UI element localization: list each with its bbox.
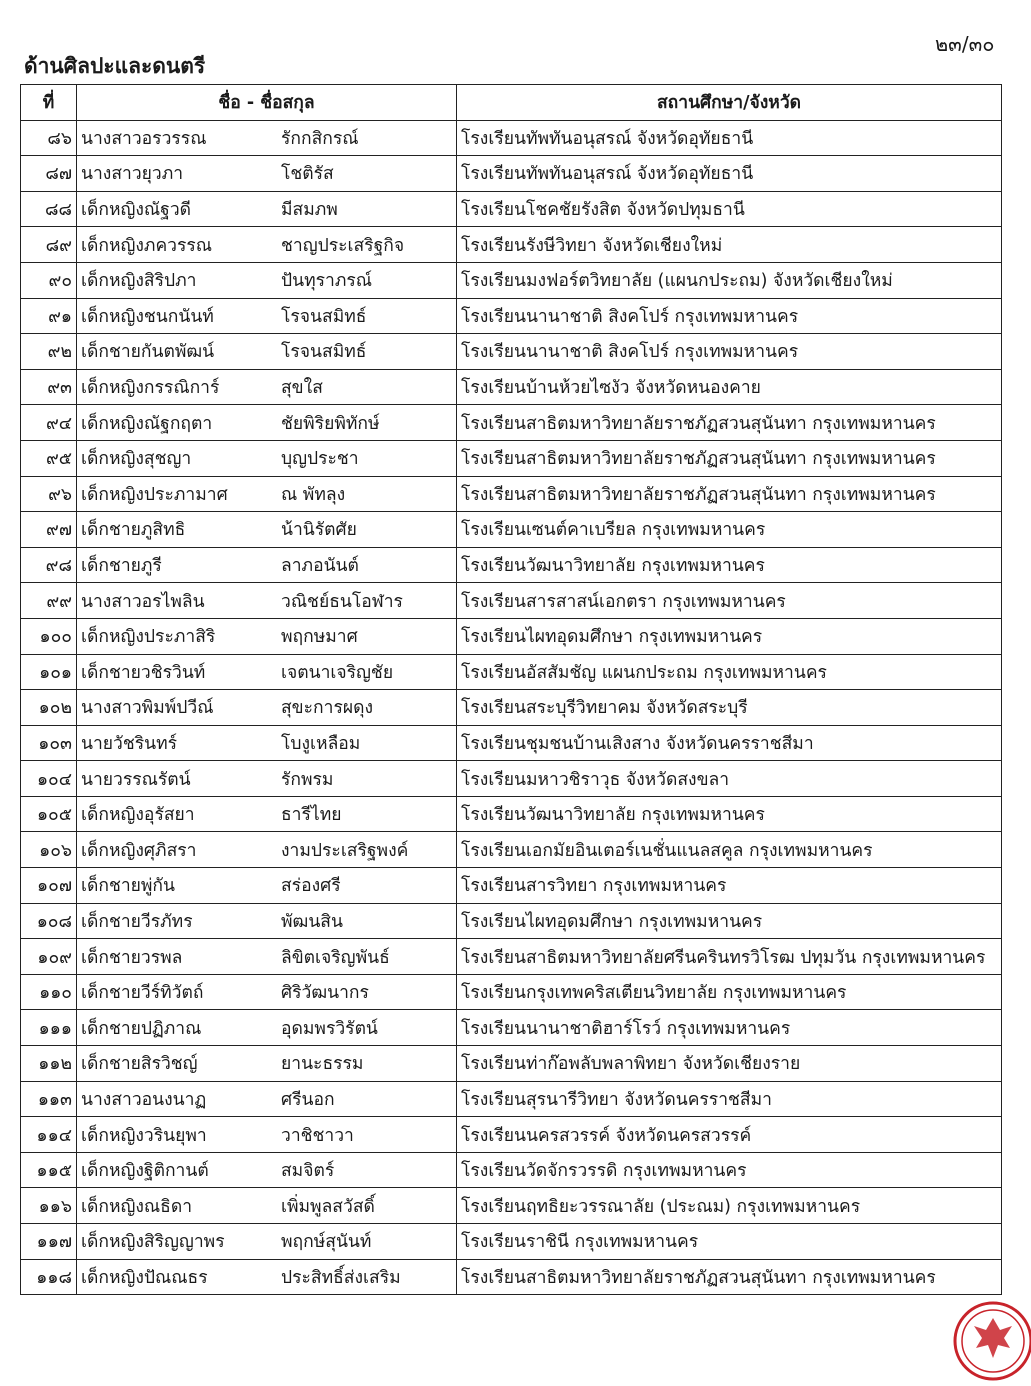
first-name: เด็กหญิงณัฐวดี <box>81 200 192 221</box>
row-school: โรงเรียนสารวิทยา กรุงเทพมหานคร <box>457 868 1002 904</box>
row-name <box>77 654 457 690</box>
last-name: รักกสิกรณ์ <box>281 128 359 149</box>
table-row <box>21 1224 1002 1260</box>
row-school: โรงเรียนบ้านห้วยไซงัว จังหวัดหนองคาย <box>457 369 1002 405</box>
row-school: โรงเรียนมหาวชิราวุธ จังหวัดสงขลา <box>457 761 1002 797</box>
last-name: ปันทุราภรณ์ <box>281 271 373 292</box>
row-school: โรงเรียนสาธิตมหาวิทยาลัยราชภัฏสวนสุนันทา กรุงเทพมหานคร <box>457 440 1002 476</box>
row-name <box>77 832 457 868</box>
row-name <box>77 939 457 975</box>
row-name <box>77 227 457 263</box>
table-row <box>21 262 1002 298</box>
last-name: สุขใส <box>281 378 323 399</box>
table-row <box>21 761 1002 797</box>
first-name: เด็กชายวีร์ทิวัตถ์ <box>81 983 204 1004</box>
first-name: เด็กหญิงปัณณธร <box>81 1267 208 1288</box>
row-number: ๘๘ <box>21 191 77 227</box>
row-name <box>77 868 457 904</box>
row-school: โรงเรียนวัดจักรวรรดิ กรุงเทพมหานคร <box>457 1152 1002 1188</box>
row-number: ๙๗ <box>21 512 77 548</box>
row-school: โรงเรียนสระบุรีวิทยาคม จังหวัดสระบุรี <box>457 690 1002 726</box>
header-name: ชื่อ - ชื่อสกุล <box>77 85 457 121</box>
last-name: โรจนสมิทธ์ <box>281 306 367 327</box>
last-name: ลิขิตเจริญพันธ์ <box>281 947 390 968</box>
row-number: ๘๖ <box>21 120 77 156</box>
first-name: เด็กชายวชิรวินท์ <box>81 662 206 683</box>
row-number: ๙๔ <box>21 405 77 441</box>
row-name <box>77 298 457 334</box>
row-name <box>77 369 457 405</box>
row-number: ๑๑๗ <box>21 1224 77 1260</box>
row-number: ๑๑๕ <box>21 1152 77 1188</box>
row-number: ๑๑๑ <box>21 1010 77 1046</box>
first-name: เด็กชายสิรวิชญ์ <box>81 1054 198 1075</box>
section-heading: ด้านศิลปะและดนตรี <box>24 54 206 78</box>
row-name <box>77 1010 457 1046</box>
row-school: โรงเรียนราชินี กรุงเทพมหานคร <box>457 1224 1002 1260</box>
row-school: โรงเรียนฤทธิยะวรรณาลัย (ประณม) กรุงเทพมหานคร <box>457 1188 1002 1224</box>
table-row <box>21 1010 1002 1046</box>
last-name: วณิชย์ธนโอฬาร <box>281 591 403 612</box>
table-row <box>21 334 1002 370</box>
row-name <box>77 583 457 619</box>
row-school: โรงเรียนไผทอุดมศึกษา กรุงเทพมหานคร <box>457 903 1002 939</box>
row-school: โรงเรียนสาธิตมหาวิทยาลัยราชภัฏสวนสุนันทา กรุงเทพมหานคร <box>457 1259 1002 1295</box>
row-school: โรงเรียนเซนต์คาเบรียล กรุงเทพมหานคร <box>457 512 1002 548</box>
table-row <box>21 405 1002 441</box>
row-number: ๑๐๒ <box>21 690 77 726</box>
first-name: เด็กหญิงอุรัสยา <box>81 805 195 826</box>
first-name: เด็กหญิงณธิดา <box>81 1196 193 1217</box>
last-name: อุดมพรวิรัตน์ <box>281 1018 378 1039</box>
table-row <box>21 512 1002 548</box>
row-school: โรงเรียนไผทอุดมศึกษา กรุงเทพมหานคร <box>457 618 1002 654</box>
first-name: เด็กหญิงณัฐกฤตา <box>81 413 213 434</box>
row-school: โรงเรียนกรุงเทพคริสเตียนวิทยาลัย กรุงเทพมหานคร <box>457 974 1002 1010</box>
first-name: นางสาวยุวภา <box>81 164 184 185</box>
row-school: โรงเรียนสาธิตมหาวิทยาลัยศรีนครินทรวิโรฒ ปทุมวัน กรุงเทพมหานคร <box>457 939 1002 975</box>
table-row <box>21 1259 1002 1295</box>
row-name <box>77 405 457 441</box>
row-school: โรงเรียนสาธิตมหาวิทยาลัยราชภัฏสวนสุนันทา กรุงเทพมหานคร <box>457 405 1002 441</box>
table-row <box>21 796 1002 832</box>
table-row <box>21 939 1002 975</box>
last-name: สมจิตร์ <box>281 1161 335 1182</box>
row-name <box>77 1224 457 1260</box>
row-name <box>77 1152 457 1188</box>
last-name: ชาญประเสริฐกิจ <box>281 235 405 256</box>
row-number: ๑๑๘ <box>21 1259 77 1295</box>
row-name <box>77 1188 457 1224</box>
row-school: โรงเรียนนานาชาติ สิงคโปร์ กรุงเทพมหานคร <box>457 298 1002 334</box>
table-row <box>21 725 1002 761</box>
row-name <box>77 156 457 192</box>
row-name <box>77 618 457 654</box>
row-number: ๑๐๘ <box>21 903 77 939</box>
row-number: ๙๓ <box>21 369 77 405</box>
table-row <box>21 1081 1002 1117</box>
table-row <box>21 832 1002 868</box>
row-number: ๑๐๗ <box>21 868 77 904</box>
row-school: โรงเรียนรังษีวิทยา จังหวัดเชียงใหม่ <box>457 227 1002 263</box>
last-name: เจตนาเจริญชัย <box>281 662 394 683</box>
table-row <box>21 868 1002 904</box>
row-number: ๘๙ <box>21 227 77 263</box>
first-name: เด็กหญิงกรรณิการ์ <box>81 378 220 399</box>
last-name: สุขะการผดุง <box>281 698 374 719</box>
table-row <box>21 547 1002 583</box>
last-name: พัฒนสิน <box>281 911 343 932</box>
row-name <box>77 512 457 548</box>
table-row <box>21 227 1002 263</box>
first-name: เด็กชายกันตพัฒน์ <box>81 342 215 363</box>
row-name <box>77 725 457 761</box>
row-number: ๘๗ <box>21 156 77 192</box>
row-name <box>77 262 457 298</box>
last-name: โรจนสมิทธ์ <box>281 342 367 363</box>
table-row <box>21 618 1002 654</box>
table-row <box>21 120 1002 156</box>
row-number: ๑๐๓ <box>21 725 77 761</box>
last-name: รักพรม <box>281 769 334 790</box>
row-name <box>77 796 457 832</box>
first-name: นายวัชรินทร์ <box>81 733 178 754</box>
row-name <box>77 1081 457 1117</box>
last-name: พฤกษ์สุนันท์ <box>281 1232 372 1253</box>
roster-body <box>21 120 1002 1295</box>
table-row <box>21 298 1002 334</box>
last-name: ณ พัทลุง <box>281 484 346 505</box>
table-row <box>21 1117 1002 1153</box>
last-name: โบงูเหลือม <box>281 733 361 754</box>
table-row <box>21 369 1002 405</box>
roster-table <box>20 84 1002 1295</box>
row-name <box>77 761 457 797</box>
row-name <box>77 1117 457 1153</box>
last-name: ลาภอนันต์ <box>281 556 359 577</box>
first-name: เด็กหญิงวรินยุพา <box>81 1125 207 1146</box>
last-name: ธารีไทย <box>281 805 342 826</box>
row-number: ๙๙ <box>21 583 77 619</box>
row-number: ๙๖ <box>21 476 77 512</box>
row-school: โรงเรียนเอกมัยอินเตอร์เนชั่นแนลสคูล กรุงเทพมหานคร <box>457 832 1002 868</box>
row-number: ๑๐๙ <box>21 939 77 975</box>
table-row <box>21 690 1002 726</box>
first-name: นางสาวพิมพ์ปวีณ์ <box>81 698 214 719</box>
row-number: ๙๘ <box>21 547 77 583</box>
first-name: เด็กชายปฏิภาณ <box>81 1018 202 1039</box>
first-name: เด็กชายวรพล <box>81 947 183 968</box>
row-school: โรงเรียนมงฟอร์ตวิทยาลัย (แผนกประถม) จังหวัดเชียงใหม่ <box>457 262 1002 298</box>
first-name: เด็กหญิงฐิติกานต์ <box>81 1161 209 1182</box>
last-name: ยานะธรรม <box>281 1054 364 1075</box>
row-school: โรงเรียนทัพทันอนุสรณ์ จังหวัดอุทัยธานี <box>457 120 1002 156</box>
row-number: ๑๐๔ <box>21 761 77 797</box>
row-name <box>77 191 457 227</box>
row-name <box>77 1046 457 1082</box>
table-row <box>21 1152 1002 1188</box>
row-number: ๙๕ <box>21 440 77 476</box>
header-no: ที่ <box>21 85 77 121</box>
row-name <box>77 440 457 476</box>
row-school: โรงเรียนวัฒนาวิทยาลัย กรุงเทพมหานคร <box>457 796 1002 832</box>
last-name: พฤกษมาศ <box>281 627 358 648</box>
last-name: มีสมภพ <box>281 200 338 221</box>
last-name: ศรีนอก <box>281 1089 335 1110</box>
table-row <box>21 440 1002 476</box>
first-name: นางสาวอรไพลิน <box>81 591 205 612</box>
table-row <box>21 156 1002 192</box>
first-name: นางสาวอรวรรณ <box>81 128 207 149</box>
row-school: โรงเรียนนานาชาติ สิงคโปร์ กรุงเทพมหานคร <box>457 334 1002 370</box>
table-row <box>21 903 1002 939</box>
row-number: ๑๑๐ <box>21 974 77 1010</box>
last-name: บุญประชา <box>281 449 359 470</box>
row-school: โรงเรียนวัฒนาวิทยาลัย กรุงเทพมหานคร <box>457 547 1002 583</box>
first-name: เด็กชายภูสิทธิ <box>81 520 186 541</box>
last-name: โชติรัส <box>281 164 334 185</box>
last-name: ชัยพิริยพิทักษ์ <box>281 413 380 434</box>
first-name: นางสาวอนงนาฏ <box>81 1089 207 1110</box>
first-name: เด็กชายภูรี <box>81 556 162 577</box>
row-number: ๑๑๓ <box>21 1081 77 1117</box>
row-school: โรงเรียนสาธิตมหาวิทยาลัยราชภัฏสวนสุนันทา กรุงเทพมหานคร <box>457 476 1002 512</box>
row-school: โรงเรียนสุรนารีวิทยา จังหวัดนครราชสีมา <box>457 1081 1002 1117</box>
row-name <box>77 120 457 156</box>
row-number: ๙๑ <box>21 298 77 334</box>
first-name: เด็กหญิงประภามาศ <box>81 484 228 505</box>
row-school: โรงเรียนทัพทันอนุสรณ์ จังหวัดอุทัยธานี <box>457 156 1002 192</box>
table-row <box>21 476 1002 512</box>
first-name: เด็กหญิงศุภิสรา <box>81 840 197 861</box>
first-name: เด็กหญิงประภาสิริ <box>81 627 216 648</box>
row-number: ๙๒ <box>21 334 77 370</box>
row-name <box>77 974 457 1010</box>
row-number: ๑๐๐ <box>21 618 77 654</box>
row-name <box>77 334 457 370</box>
row-number: ๑๑๖ <box>21 1188 77 1224</box>
first-name: เด็กชายวีรภัทร <box>81 911 193 932</box>
first-name: เด็กชายพู่กัน <box>81 876 175 897</box>
table-row <box>21 583 1002 619</box>
table-header-row <box>21 85 1002 121</box>
first-name: เด็กหญิงชนกนันท์ <box>81 306 214 327</box>
row-name <box>77 476 457 512</box>
row-number: ๑๐๖ <box>21 832 77 868</box>
row-school: โรงเรียนสารสาสน์เอกตรา กรุงเทพมหานคร <box>457 583 1002 619</box>
row-name <box>77 1259 457 1295</box>
last-name: สร่องศรี <box>281 876 341 897</box>
header-school: สถานศึกษา/จังหวัด <box>457 85 1002 121</box>
row-school: โรงเรียนอัสสัมชัญ แผนกประถม กรุงเทพมหานคร <box>457 654 1002 690</box>
row-school: โรงเรียนชุมชนบ้านเสิงสาง จังหวัดนครราชสีมา <box>457 725 1002 761</box>
row-school: โรงเรียนท่าก๊อพลับพลาพิทยา จังหวัดเชียงราย <box>457 1046 1002 1082</box>
row-name <box>77 547 457 583</box>
table-row <box>21 1046 1002 1082</box>
last-name: เพิ่มพูลสวัสดิ์ <box>281 1196 375 1217</box>
row-school: โรงเรียนโชคชัยรังสิต จังหวัดปทุมธานี <box>457 191 1002 227</box>
row-number: ๑๑๒ <box>21 1046 77 1082</box>
first-name: เด็กหญิงภควรรณ <box>81 235 213 256</box>
last-name: งามประเสริฐพงค์ <box>281 840 409 861</box>
row-name <box>77 690 457 726</box>
row-number: ๑๐๑ <box>21 654 77 690</box>
page-number: ๒๓/๓๐ <box>935 32 995 56</box>
table-row <box>21 1188 1002 1224</box>
table-row <box>21 974 1002 1010</box>
row-school: โรงเรียนนครสวรรค์ จังหวัดนครสวรรค์ <box>457 1117 1002 1153</box>
first-name: นายวรรณรัตน์ <box>81 769 191 790</box>
row-school: โรงเรียนนานาชาติฮาร์โรว์ กรุงเทพมหานคร <box>457 1010 1002 1046</box>
first-name: เด็กหญิงสิริปภา <box>81 271 197 292</box>
row-name <box>77 903 457 939</box>
garuda-seal-icon <box>948 1296 1031 1386</box>
last-name: วาชิชาวา <box>281 1125 354 1146</box>
first-name: เด็กหญิงสิริญญาพร <box>81 1232 225 1253</box>
last-name: ศิริวัฒนากร <box>281 983 369 1004</box>
row-number: ๑๑๔ <box>21 1117 77 1153</box>
first-name: เด็กหญิงสุชญา <box>81 449 192 470</box>
last-name: ประสิทธิ์ส่งเสริม <box>281 1267 401 1288</box>
row-number: ๑๐๕ <box>21 796 77 832</box>
table-row <box>21 654 1002 690</box>
last-name: น้านิรัตศัย <box>281 520 357 541</box>
table-row <box>21 191 1002 227</box>
row-number: ๙๐ <box>21 262 77 298</box>
